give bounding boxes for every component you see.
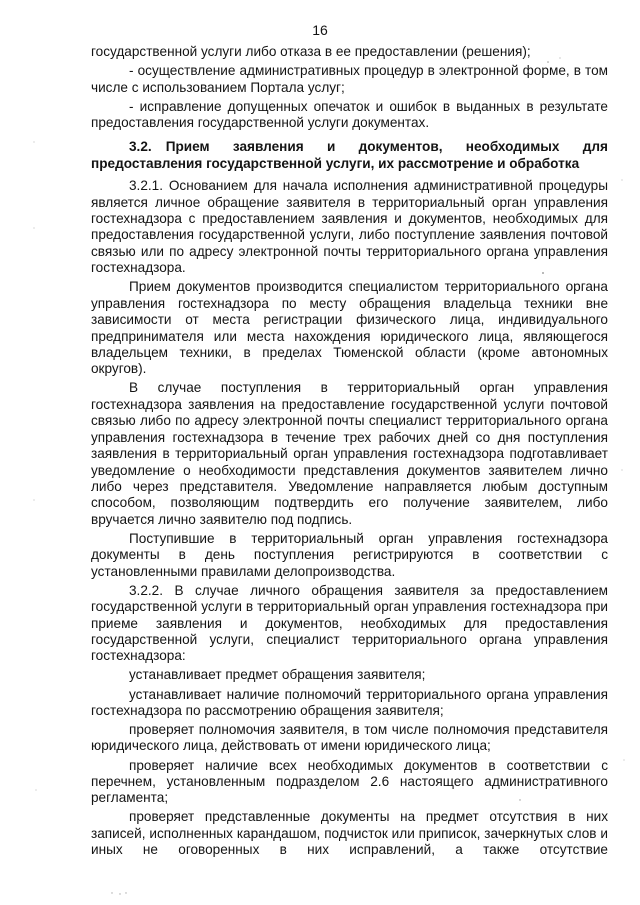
paragraph: государственной услуги либо отказа в ее предоставлении (решения); [91,44,531,59]
paragraph: 3.2.1. Основанием для начала исполнения административной процедуры является личное обращение заявителя в территориальный орган управления гостехнадзора с предоставлением заявления и документов, необходимых для предоставления государственной услуги, либо поступление заявления почтовой связью или по адресу электронной почты территориального органа управления гостехнадзора. [91,178,608,276]
section-heading [91,139,608,172]
paragraph: Прием документов производится специалистом территориального органа управления гостехнадзора по месту обращения владельца техники вне зависимости от места регистрации физического лица, индивидуального предпринимателя или места нахождения юридического лица, являющегося владельцем техники, в пределах Тюменской области (кроме автономных округов). [91,279,608,377]
paragraph: устанавливает предмет обращения заявителя; [129,667,426,683]
section-title: Прием заявления и документов, необходимых для предоставления государственной услуги, их рассмотрение и обработка [91,139,608,171]
section-number: 3.2. [129,139,152,155]
paragraph: устанавливает наличие полномочий территориального органа управления гостехнадзора по рассмотрению обращения заявителя; [91,686,608,718]
paragraph: проверяет наличие всех необходимых документов в соответствии с перечнем, установленным подразделом 2.6 настоящего административного регламента; [91,757,608,806]
paragraph: В случае поступления в территориальный орган управления гостехнадзора заявления на предоставление государственной услуги почтовой связью либо по адресу электронной почты специалист территориального органа управления гостехнадзора в течение трех рабочих дней со дня поступления заявления в территориальный орган управления гостехнадзора подготавливает уведомление о необходимости представления документов заявителем лично либо через представителя. Уведомление направляется любым доступным способом, позволяющим подтвердить его получение заявителем, либо вручается лично заявителю под подпись. [91,380,608,527]
page-number: 16 [312,22,328,38]
paragraph: проверяет полномочия заявителя, в том числе полномочия представителя юридического лица, действовать от имени юридического лица; [91,722,608,754]
paragraph: 3.2.2. В случае личного обращения заявителя за предоставлением государственной услуги в территориальный орган управления гостехнадзора при приеме заявления и документов, необходимых для предоставления государственной услуги, специалист территориального органа управления гостехнадзора: [91,582,608,664]
paragraph: проверяет представленные документы на предмет отсутствия в них записей, исполненных карандашом, подчисток или приписок, зачеркнутых слов и иных не оговоренных в них исправлений, а также отсутствие [91,809,608,858]
document-text [91,44,608,861]
paragraph: - осуществление административных процедур в электронной форме, в том числе с использованием Портала услуг; [91,63,608,95]
paragraph: Поступившие в территориальный орган управления гостехнадзора документы в день поступления регистрируются в соответствии с установленными правилами делопроизводства. [91,530,608,579]
paragraph: - исправление допущенных опечаток и ошибок в выданных в результате предоставления государственной услуги документах. [91,98,608,130]
